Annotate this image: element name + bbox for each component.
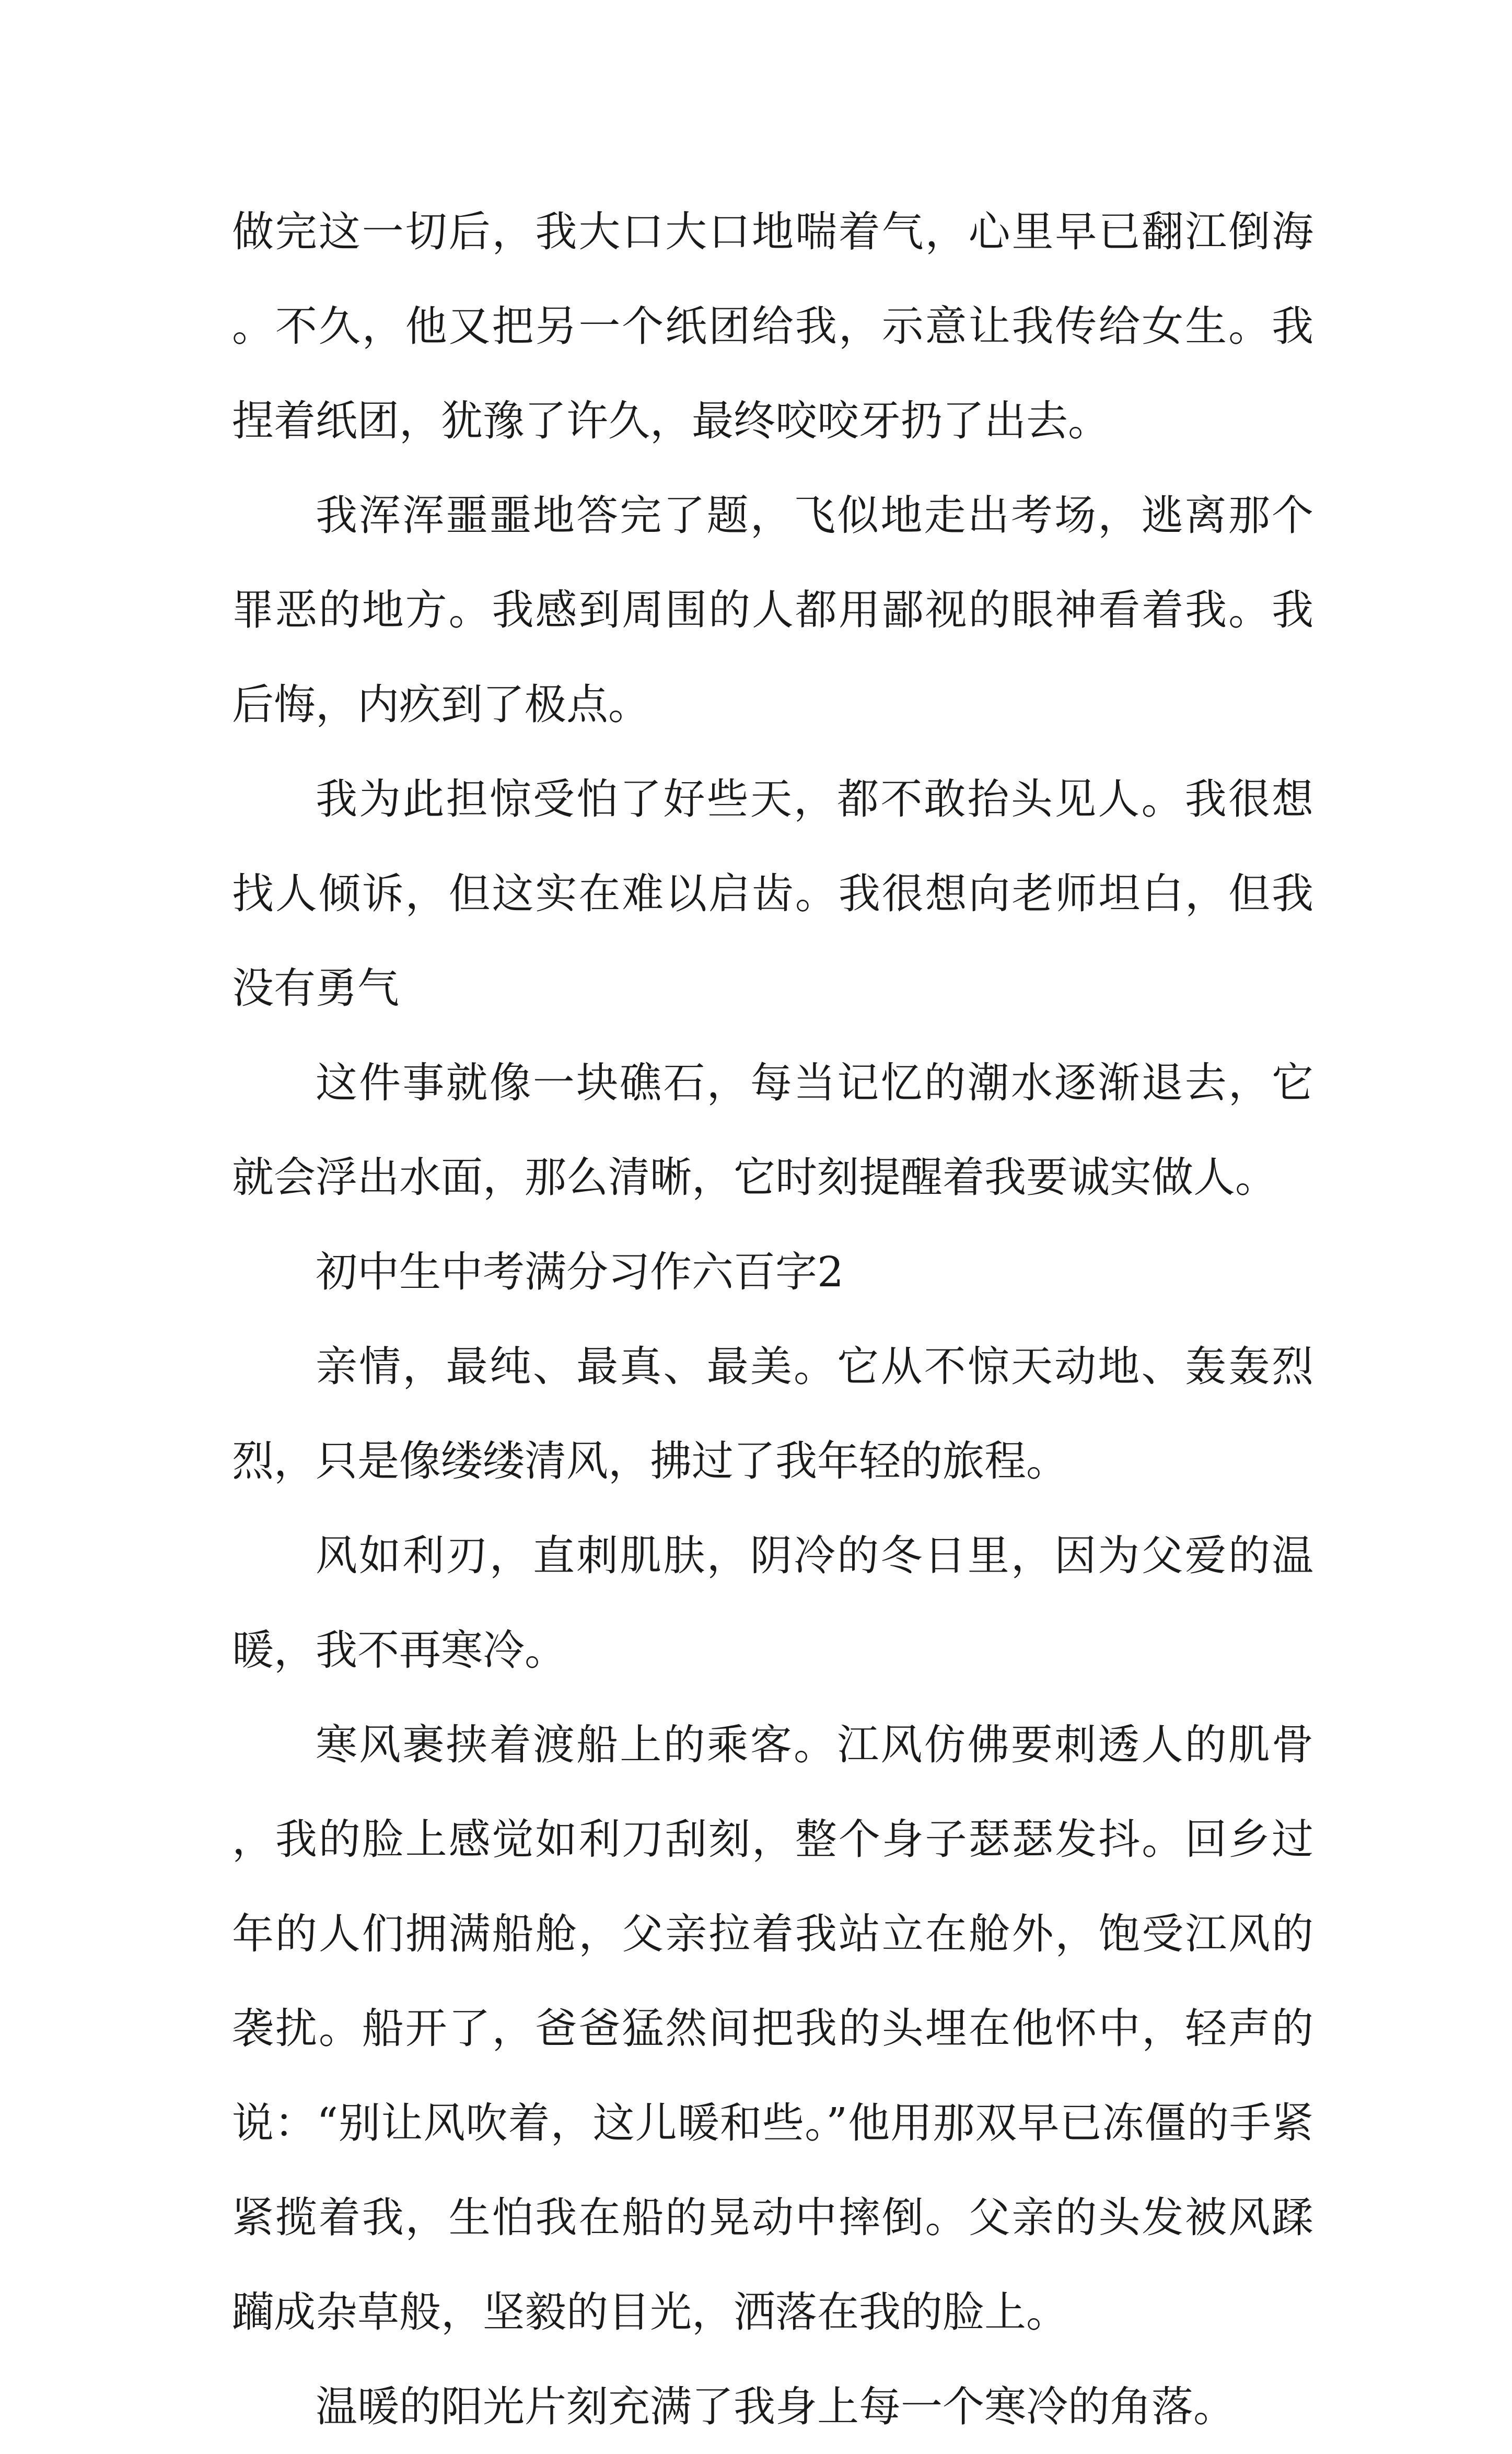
paragraph: 我浑浑噩噩地答完了题，飞似地走出考场，逃离那个罪恶的地方。我感到周围的人都用鄙视的眼神看着我。我后悔，内疚到了极点。 — [232, 491, 1313, 729]
document-page — [232, 184, 1313, 2431]
paragraph: 寒风裹挟着渡船上的乘客。江风仿佛要刺透人的肌骨，我的脸上感觉如利刀刮刻，整个身子瑟瑟发抖。回乡过年的人们拥满船舱，父亲拉着我站立在舱外，饱受江风的袭扰。船开了，爸爸猛然间把我的头埋在他怀中，轻声的说：“别让风吹着，这儿暖和些。”他用那双早已冻僵的手紧紧揽着我，生怕我在船的晃动中摔倒。父亲的头发被风蹂躏成杂草般，坚毅的目光，洒落在我的脸上。 — [232, 1720, 1313, 2336]
paragraph: 风如利刃，直刺肌肤，阴冷的冬日里，因为父爱的温暖，我不再寒冷。 — [232, 1531, 1313, 1674]
paragraph: 这件事就像一块礁石，每当记忆的潮水逐渐退去，它就会浮出水面，那么清晰，它时刻提醒着我要诚实做人。 — [232, 1059, 1313, 1202]
section-heading: 初中生中考满分习作六百字2 — [316, 1248, 844, 1296]
paragraph: 温暖的阳光片刻充满了我身上每一个寒冷的角落。 — [316, 2382, 1235, 2431]
paragraph: 亲情，最纯、最真、最美。它从不惊天动地、轰轰烈烈，只是像缕缕清风，拂过了我年轻的旅程。 — [232, 1342, 1313, 1485]
paragraph: 做完这一切后，我大口大口地喘着气，心里早已翻江倒海。不久，他又把另一个纸团给我，示意让我传给女生。我捏着纸团，犹豫了许久，最终咬咬牙扔了出去。 — [232, 207, 1313, 445]
paragraph: 我为此担惊受怕了好些天，都不敢抬头见人。我很想找人倾诉，但这实在难以启齿。我很想向老师坦白，但我没有勇气 — [232, 775, 1313, 1013]
